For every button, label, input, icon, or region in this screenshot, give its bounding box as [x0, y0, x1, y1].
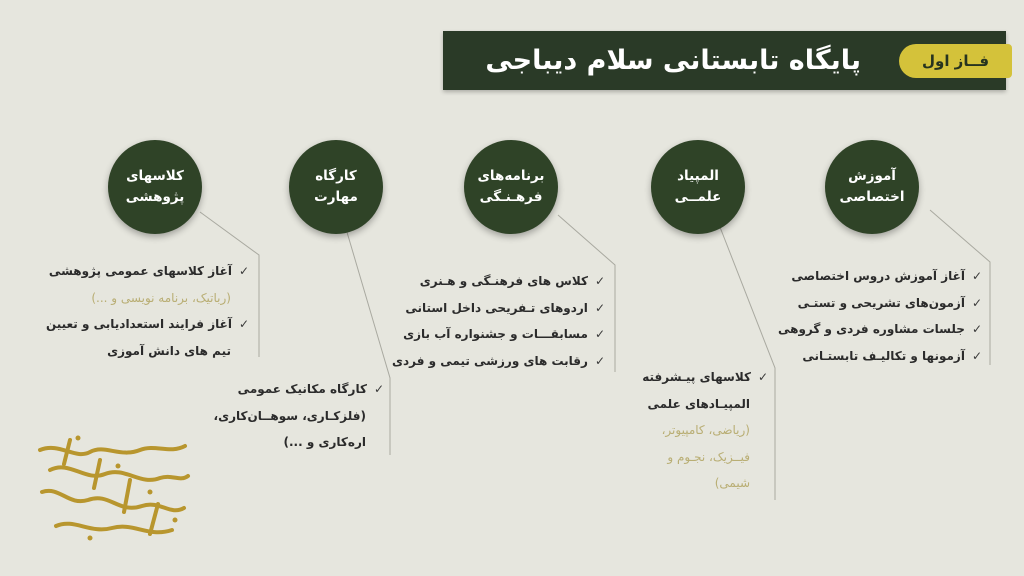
list-item: ✓آغاز فرایند استعدادیابی و تعیین: [45, 317, 249, 331]
list-item: ✓آزمونها و تکالیـف تابستـانی: [802, 348, 982, 363]
calligraphy-signature-logo: [30, 430, 195, 550]
list-item: ✓جلسات مشاوره فردی و گروهی: [778, 322, 982, 336]
list-item: ✓آغاز کلاسهای عمومی پژوهشی: [48, 264, 249, 278]
list-item: تیم های دانش آموزی: [107, 343, 231, 358]
circle-workshop: [289, 140, 383, 234]
check-icon: ✓: [971, 348, 982, 363]
list-item: ✓اردوهای تـفریحی داخل استانی: [405, 300, 605, 315]
list-item: ✓مسابقـــات و جشنواره آب بازی: [403, 327, 605, 341]
list-cultural: [392, 268, 605, 374]
circle-title: آموزش اختصاصی: [839, 168, 905, 205]
check-icon: ✓: [238, 317, 249, 331]
list-item: شیمی): [714, 476, 750, 490]
check-icon: ✓: [757, 370, 768, 384]
list-item: المپیـادهای علمی: [647, 396, 750, 411]
circle-olympiad: [651, 140, 745, 234]
check-icon: ✓: [594, 327, 605, 341]
list-item: ✓کارگاه مکانیک عمومی: [237, 382, 384, 396]
check-icon: ✓: [594, 353, 605, 368]
circle-cultural: [464, 140, 558, 234]
list-item: اره‌کاری و ...): [283, 435, 366, 449]
check-icon: ✓: [238, 264, 249, 278]
list-item: ✓کلاسهای پیـشرفته: [642, 370, 768, 384]
check-icon: ✓: [594, 300, 605, 315]
list-olympiad: [642, 364, 768, 497]
list-item: (فلزکـاری، سوهــان‌کاری،: [213, 408, 366, 423]
circle-specialized: [825, 140, 919, 234]
check-icon: ✓: [971, 269, 982, 283]
list-item: (ریاضی، کامپیوتر،: [661, 423, 750, 437]
check-icon: ✓: [373, 382, 384, 396]
list-item: ✓آزمون‌های تشریحی و تستـی: [797, 295, 982, 310]
circle-title: برنامه‌های فرهـنـگی: [477, 168, 545, 205]
circle-research: [108, 140, 202, 234]
phase-badge: فــاز اول: [899, 44, 1012, 78]
circle-title: کلاسهای پژوهشی: [125, 168, 185, 205]
list-item: ✓آغاز آموزش دروس اختصاصی: [791, 269, 982, 283]
list-workshop: [214, 376, 384, 456]
list-item: فیــزیک، نجـوم و: [667, 449, 750, 464]
circle-title: کارگاه مهارت: [314, 168, 358, 205]
list-research: [46, 258, 249, 364]
check-icon: ✓: [971, 295, 982, 310]
circle-title: المپیاد علمــی: [674, 168, 722, 205]
list-specialized: [778, 263, 982, 369]
list-item: (رباتیک، برنامه نویسی و ...): [91, 290, 231, 305]
check-icon: ✓: [971, 322, 982, 336]
page-title: پایگاه تابستانی سلام دیباجی: [485, 45, 861, 76]
list-item: ✓رقابت های ورزشی تیمی و فردی: [392, 353, 605, 368]
list-item: ✓کلاس های فرهنـگی و هـنری: [419, 274, 605, 288]
check-icon: ✓: [594, 274, 605, 288]
